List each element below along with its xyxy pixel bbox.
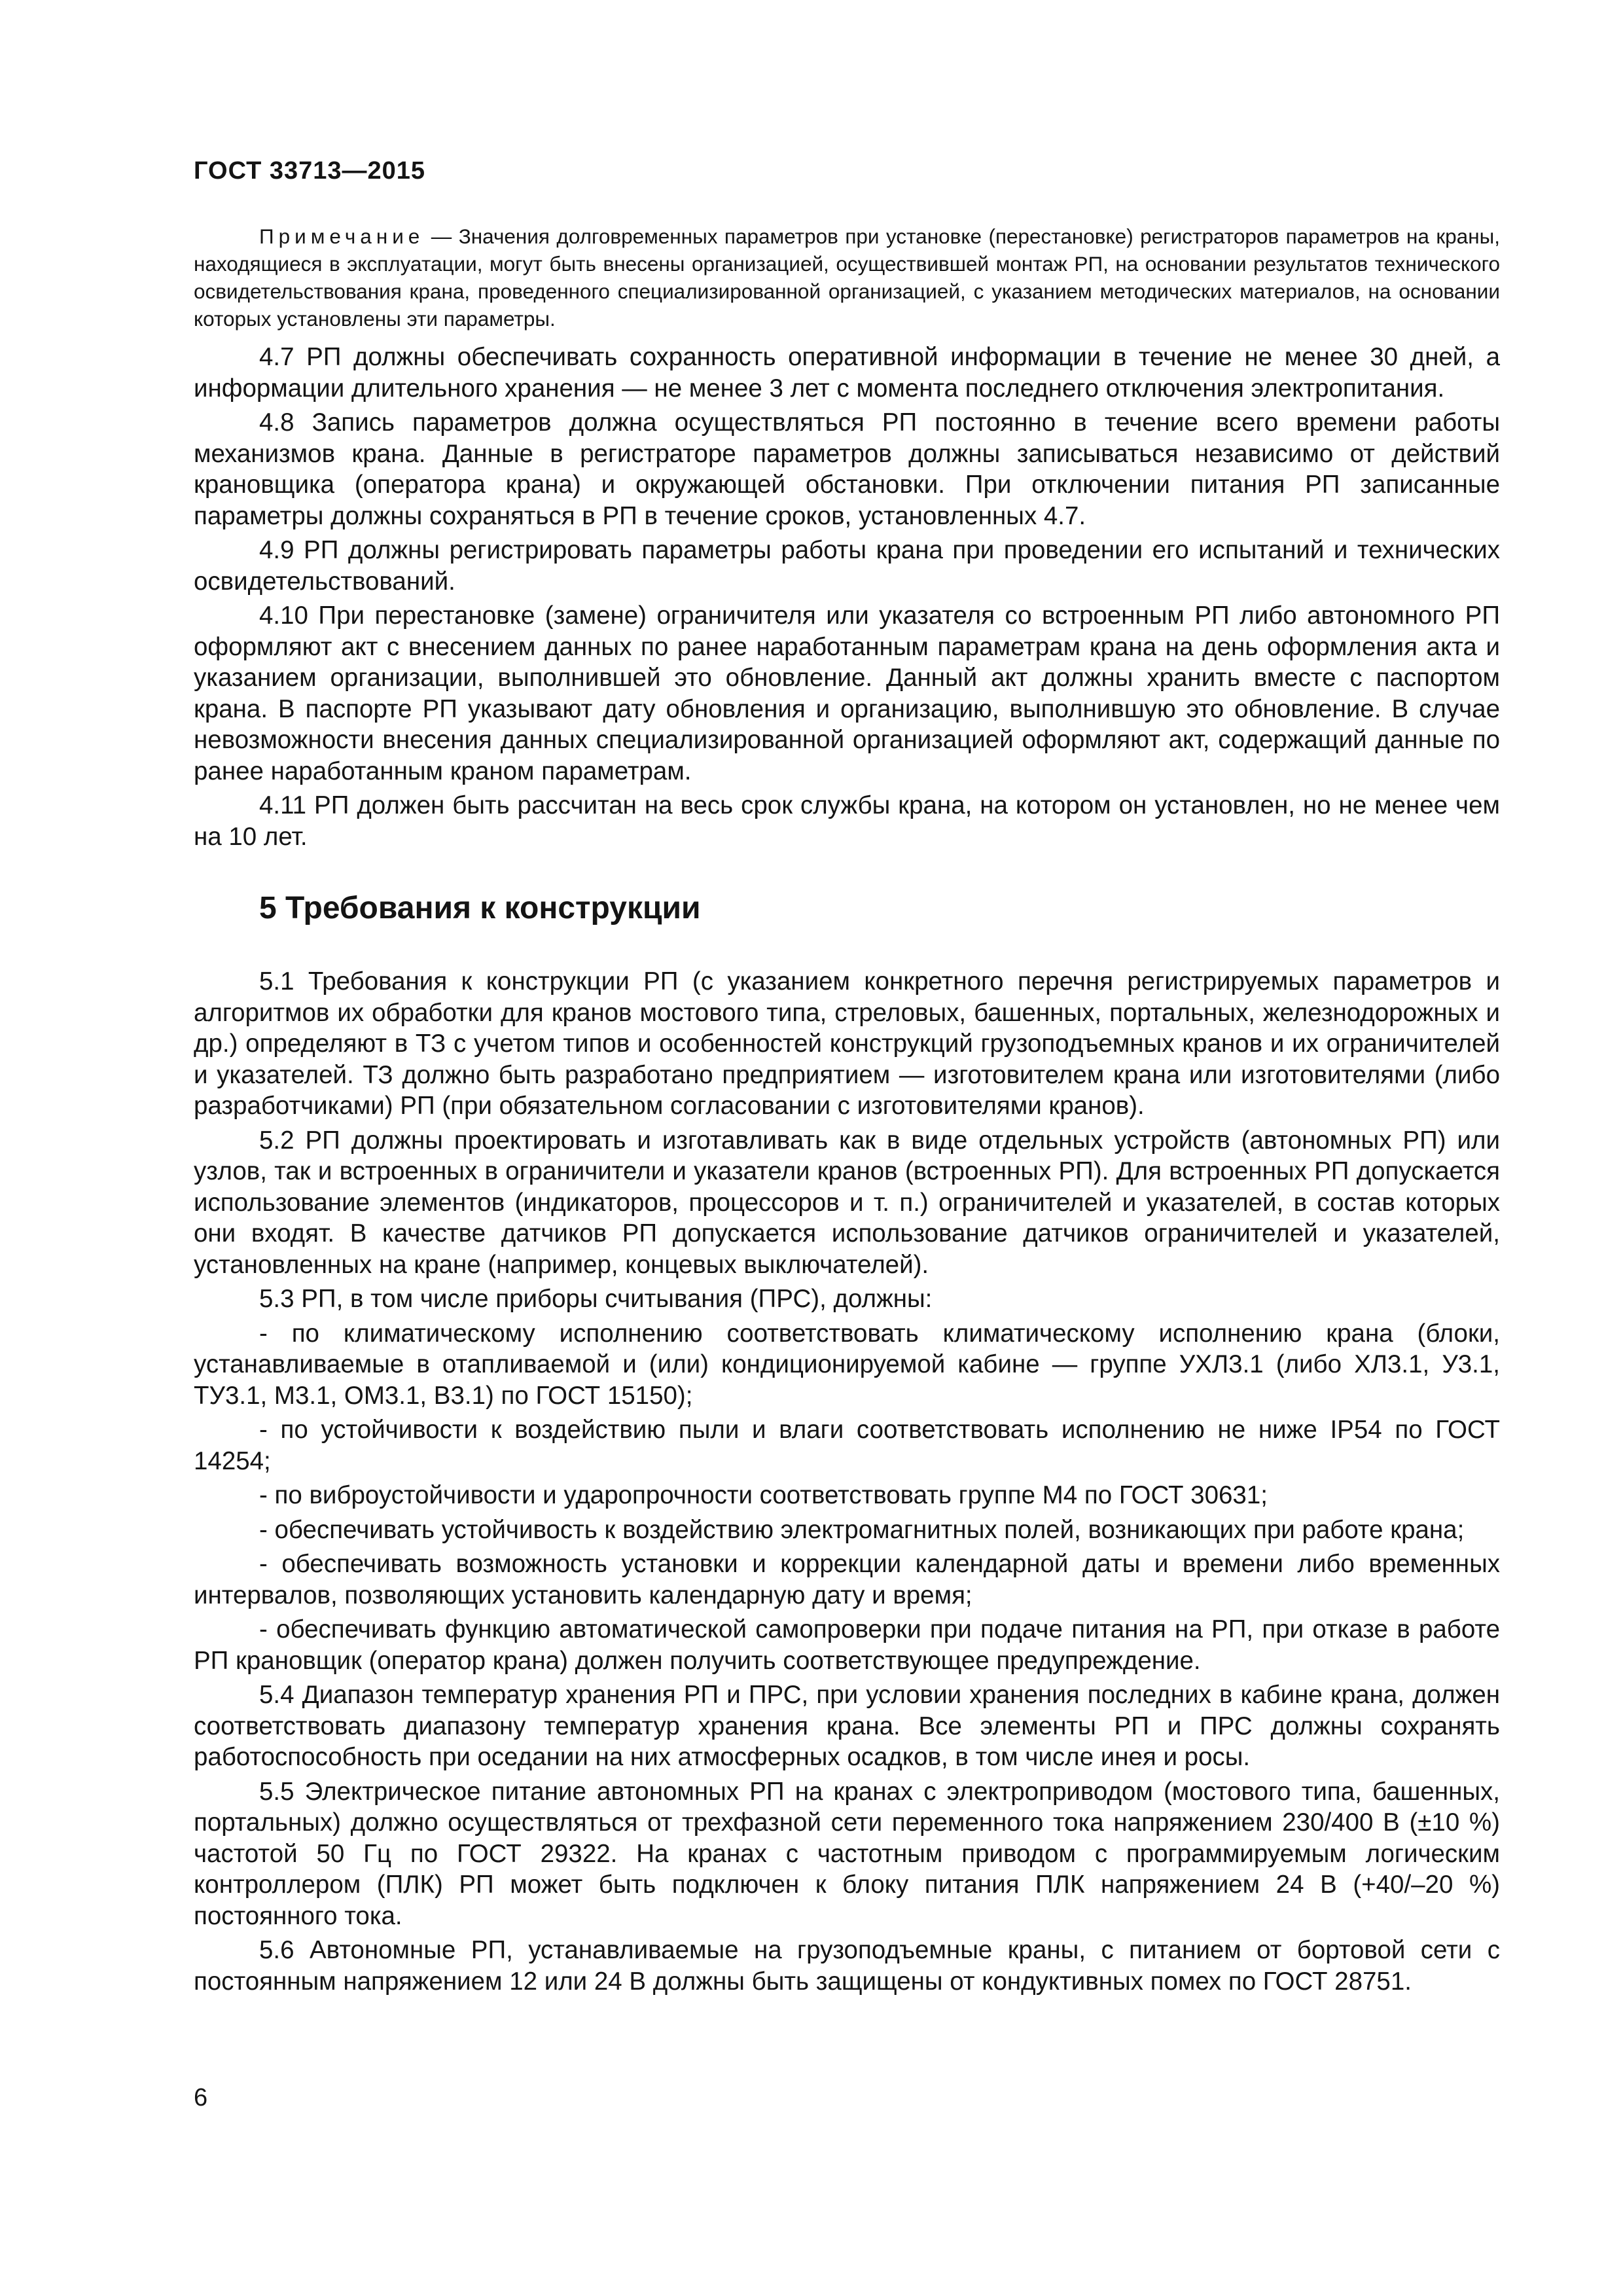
list-item-climate: - по климатическому исполнению соответствовать климатическому исполнению крана (блоки, устанавливаемые в отапливаемой и (или) кондиционируемой кабине — группе УХЛ3.1 (либо ХЛ3.1, У3.1, ТУ3.1, М3.1, ОМ3.1, В3.1) по ГОСТ 15150); <box>194 1319 1500 1410</box>
section-heading: 5 Требования к конструкции <box>259 891 701 925</box>
paragraph-4-7: 4.7 РП должны обеспечивать сохранность оперативной информации в течение не менее 30 дней, а информации длительного хранения — не менее 3 лет с момента последнего отключения электропитания. <box>194 343 1500 403</box>
paragraph-4-11: 4.11 РП должен быть рассчитан на весь срок службы крана, на котором он установлен, но не менее чем на 10 лет. <box>194 791 1500 851</box>
paragraph-5-4: 5.4 Диапазон температур хранения РП и ПРС, при условии хранения последних в кабине крана, должен соответствовать диапазону температур хранения крана. Все элементы РП и ПРС должны сохранять работоспособность при оседании на них атмосферных осадков, в том числе инея и росы. <box>194 1681 1500 1771</box>
list-item-dust: - по устойчивости к воздействию пыли и влаги соответствовать исполнению не ниже IP54 по ГОСТ 14254; <box>194 1416 1500 1475</box>
paragraph-4-10: 4.10 При перестановке (замене) ограничителя или указателя со встроенным РП либо автономного РП оформляют акт с внесением данных по ранее наработанным параметрам крана на день оформления акта и указанием организации, выполнившей это обновление. Данный акт должны хранить вместе с паспортом крана. В паспорте РП указывают дату обновления и организацию, выполнившую это обновление. В случае невозможности внесения данных специализированной организацией оформляют акт, содержащий данные по ранее наработанным краном параметрам. <box>194 601 1500 785</box>
page-number: 6 <box>194 2084 208 2111</box>
paragraph-4-9: 4.9 РП должны регистрировать параметры работы крана при проведении его испытаний и технических освидетельствований. <box>194 536 1500 596</box>
paragraph-4-8: 4.8 Запись параметров должна осуществляться РП постоянно в течение всего времени работы механизмов крана. Данные в регистраторе параметров должны записываться независимо от действий крановщика (оператора крана) и окружающей обстановки. При отключении питания РП записанные параметры должны сохраняться в РП в течение сроков, установленных 4.7. <box>194 408 1500 530</box>
note-text: — Значения долговременных параметров при установке (перестановке) регистраторов параметров на краны, находящиеся в эксплуатации, могут быть внесены организацией, осуществившей монтаж РП, на основании результатов технического освидетельствования крана, проведенного специализированной организацией, с указанием методических материалов, на основании которых установлены эти параметры. <box>194 224 1500 331</box>
paragraph-5-5: 5.5 Электрическое питание автономных РП на кранах с электроприводом (мостового типа, башенных, портальных) должно осуществляться от трехфазной сети переменного тока напряжением 230/400 В (±10 %) частотой 50 Гц по ГОСТ 29322. На кранах с частотным приводом с программируемым логическим контроллером (ПЛК) РП может быть подключен к блоку питания ПЛК напряжением 24 В (+40/–20 %) постоянного тока. <box>194 1777 1500 1930</box>
paragraph-5-2: 5.2 РП должны проектировать и изготавливать как в виде отдельных устройств (автономных РП) или узлов, так и встроенных в ограничители и указатели кранов (встроенных РП). Для встроенных РП допускается использование элементов (индикаторов, процессоров и т. п.) ограничителей и указателей, в состав которых они входят. В качестве датчиков РП допускается использование датчиков ограничителей и указателей, установленных на кране (например, концевых выключателей). <box>194 1126 1500 1279</box>
note-paragraph <box>194 223 1500 332</box>
paragraph-5-6: 5.6 Автономные РП, устанавливаемые на грузоподъемные краны, с питанием от бортовой сети с постоянным напряжением 12 или 24 В должны быть защищены от кондуктивных помех по ГОСТ 28751. <box>194 1936 1500 1996</box>
paragraph-5-1: 5.1 Требования к конструкции РП (с указанием конкретного перечня регистрируемых параметров и алгоритмов их обработки для кранов мостового типа, стреловых, башенных, портальных, железнодорожных и др.) определяют в ТЗ с учетом типов и особенностей конструкций грузоподъемных кранов и их ограничителей и указателей. ТЗ должно быть разработано предприятием — изготовителем крана или изготовителями (либо разработчиками) РП (при обязательном согласовании с изготовителями кранов). <box>194 967 1500 1120</box>
list-item-vibration: - по виброустойчивости и ударопрочности соответствовать группе М4 по ГОСТ 30631; <box>259 1481 1268 1509</box>
list-item-clock: - обеспечивать возможность установки и коррекции календарной даты и времени либо временных интервалов, позволяющих установить календарную дату и время; <box>194 1550 1500 1609</box>
note-label: Примечание <box>259 224 425 248</box>
document-header: ГОСТ 33713—2015 <box>194 157 426 185</box>
page-body <box>194 223 1500 2000</box>
list-item-emc: - обеспечивать устойчивость к воздействию электромагнитных полей, возникающих при работе крана; <box>259 1515 1465 1544</box>
list-item-selftest: - обеспечивать функцию автоматической самопроверки при подаче питания на РП, при отказе в работе РП крановщик (оператор крана) должен получить соответствующее предупреждение. <box>194 1615 1500 1675</box>
paragraph-5-3: 5.3 РП, в том числе приборы считывания (ПРС), должны: <box>259 1285 933 1313</box>
